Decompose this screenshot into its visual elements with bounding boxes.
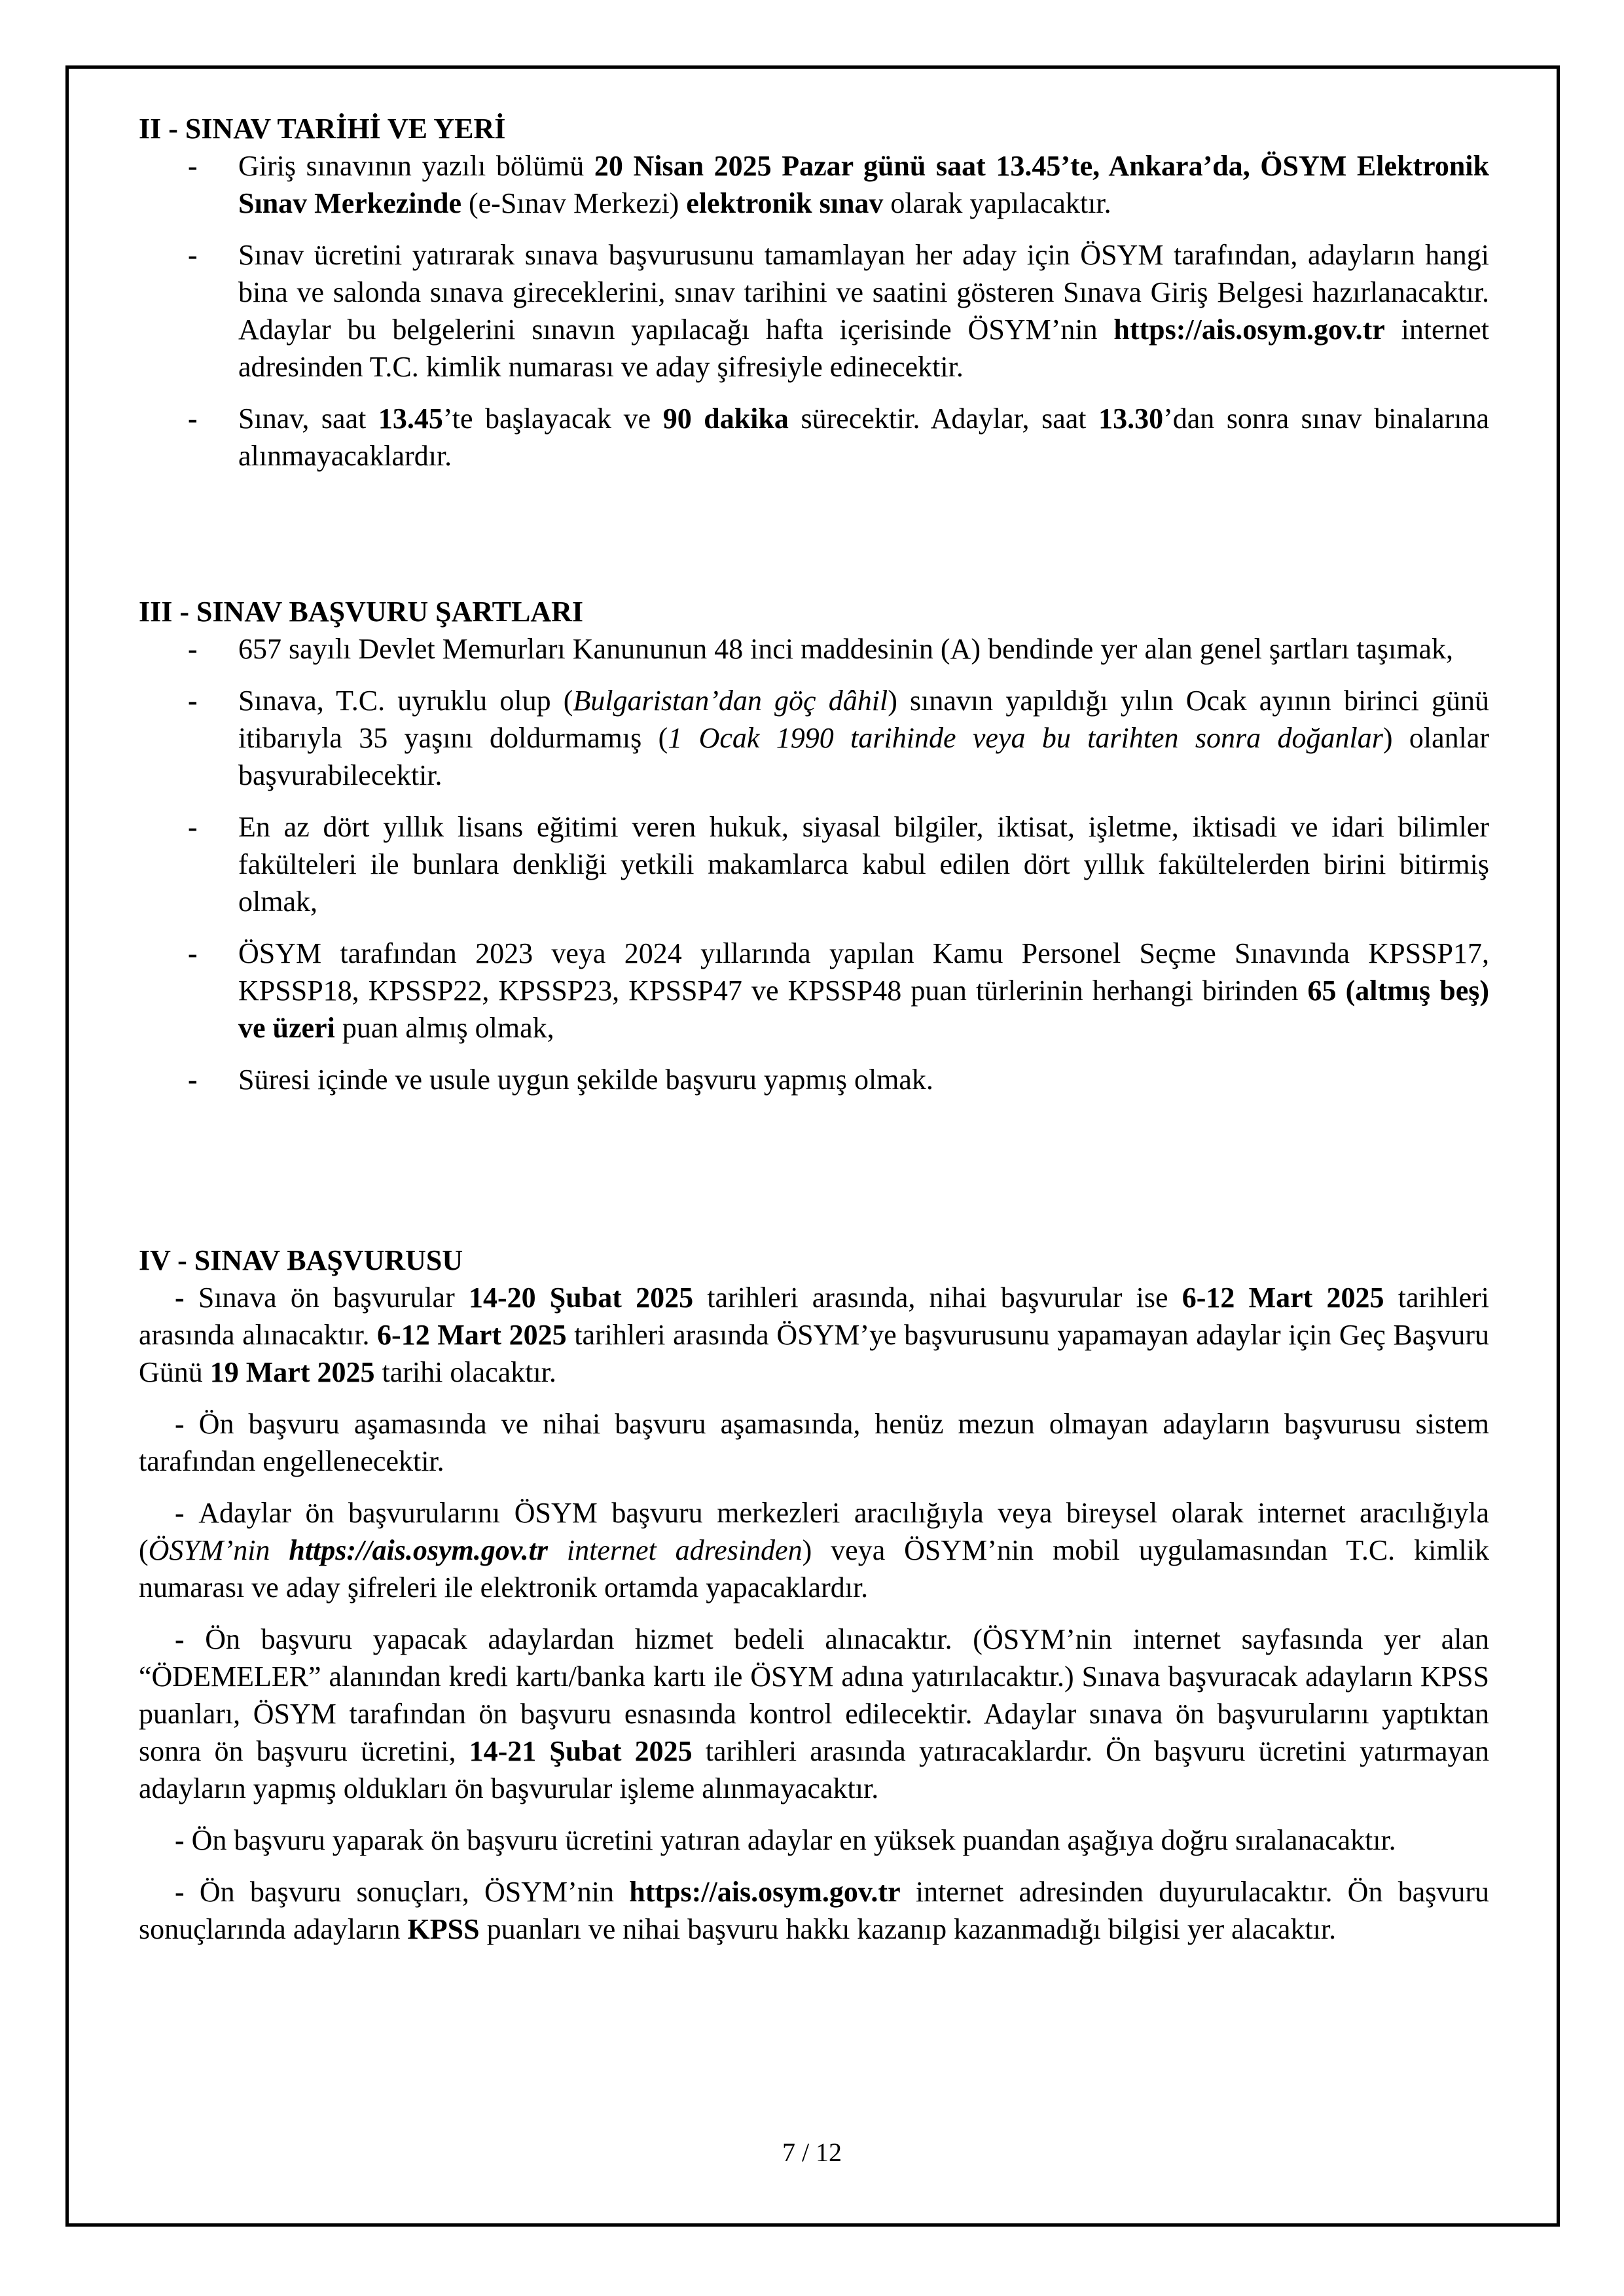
requirements-list bbox=[139, 630, 1489, 1098]
list-item: - Sınav, saat 13.45’te başlayacak ve 90 dakika sürecektir. Adaylar, saat 13.30’dan sonra sınav binalarına alınmayacaklardır. bbox=[139, 400, 1489, 475]
dash-bullet: - bbox=[188, 685, 198, 717]
dash-bullet: - bbox=[188, 150, 198, 182]
section-title-exam-date-place: II - SINAV TARİHİ VE YERİ bbox=[139, 113, 506, 145]
paragraph: - Ön başvuru yaparak ön başvuru ücretini yatıran adaylar en yüksek puandan aşağıya doğru sıralanacaktır. bbox=[175, 1824, 1396, 1856]
list-item: - En az dört yıllık lisans eğitimi veren hukuk, siyasal bilgiler, iktisat, işletme, iktisadi ve idari bilimler fakülteleri ile bunlara denkliği yetkili makamlarca kabul edilen dört yıllık fakültelerden birini bitirmiş olmak, bbox=[139, 808, 1489, 920]
paragraph: - Ön başvuru sonuçları, ÖSYM’nin https://ais.osym.gov.tr internet adresinden duyurulacaktır. Ön başvuru sonuçlarında adayların KPSS puanları ve nihai başvuru hakkı kazanıp kazanmadığı bilgisi yer alacaktır. bbox=[139, 1876, 1489, 1945]
paragraph: - Adaylar ön başvurularını ÖSYM başvuru merkezleri aracılığıyla veya bireysel olarak internet aracılığıyla (ÖSYM’nin https://ais.osym.gov.tr internet adresinden) veya ÖSYM’nin mobil uygulamasından T.C. kimlik numarası ve aday şifreleri ile elektronik ortamda yapacaklardır. bbox=[139, 1497, 1489, 1604]
dash-bullet: - bbox=[188, 239, 198, 271]
dash-bullet: - bbox=[188, 1064, 198, 1096]
list-item: - Sınav ücretini yatırarak sınava başvurusunu tamamlayan her aday için ÖSYM tarafından, adayların hangi bina ve salonda sınava gireceklerini, sınav tarihini ve saatini gösteren Sınava Giriş Belgesi hazırlanacaktır. Adaylar bu belgelerini sınavın yapılacağı hafta içerisinde ÖSYM’nin https://ais.osym.gov.tr internet adresinden T.C. kimlik numarası ve aday şifresiyle edinecektir. bbox=[139, 236, 1489, 386]
paragraph: - Ön başvuru yapacak adaylardan hizmet bedeli alınacaktır. (ÖSYM’nin internet sayfasında yer alan “ÖDEMELER” alanından kredi kartı/banka kartı ile ÖSYM adına yatırılacaktır.) Sınava başvuracak adayların KPSS puanları, ÖSYM tarafından ön başvuru esnasında kontrol edilecektir. Adaylar sınava ön başvurularını yaptıktan sonra ön başvuru ücretini, 14-21 Şubat 2025 tarihleri arasında yatıracaklardır. Ön başvuru ücretini yatırmayan adayların yapmış oldukları ön başvurular işleme alınmayacaktır. bbox=[139, 1623, 1490, 1804]
paragraph: - Ön başvuru aşamasında ve nihai başvuru aşamasında, henüz mezun olmayan adayların başvurusu sistem tarafından engellenecektir. bbox=[139, 1408, 1489, 1477]
list-item: - Giriş sınavının yazılı bölümü 20 Nisan 2025 Pazar günü saat 13.45’te, Ankara’da, ÖSYM Elektronik Sınav Merkezinde (e-Sınav Merkezi) elektronik sınav olarak yapılacaktır. bbox=[139, 147, 1489, 222]
dash-bullet: - bbox=[188, 937, 198, 969]
list-item: - Süresi içinde ve usule uygun şekilde başvuru yapmış olmak. bbox=[139, 1061, 1489, 1098]
dash-bullet: - bbox=[188, 811, 198, 843]
section-exam-application bbox=[139, 1242, 1489, 1948]
section-title-exam-application: IV - SINAV BAŞVURUSU bbox=[139, 1244, 463, 1276]
list-item: - 657 sayılı Devlet Memurları Kanununun 48 inci maddesinin (A) bendinde yer alan genel şartları taşımak, bbox=[139, 630, 1489, 668]
list-item: - ÖSYM tarafından 2023 veya 2024 yıllarında yapılan Kamu Personel Seçme Sınavında KPSSP17, KPSSP18, KPSSP22, KPSSP23, KPSSP47 ve KPSSP48 puan türlerinin herhangi birinden 65 (altmış beş) ve üzeri puan almış olmak, bbox=[139, 935, 1489, 1047]
page-number: 7 / 12 bbox=[782, 2138, 842, 2167]
section-application-requirements bbox=[139, 593, 1489, 1098]
list-item: - Sınava, T.C. uyruklu olup (Bulgaristan’dan göç dâhil) sınavın yapıldığı yılın Ocak ayının birinci günü itibarıyla 35 yaşını doldurmamış (1 Ocak 1990 tarihinde veya bu tarihten sonra doğanlar) olanlar başvurabilecektir. bbox=[139, 682, 1489, 794]
paragraph: - Sınava ön başvurular 14-20 Şubat 2025 tarihleri arasında, nihai başvurular ise 6-12 Mart 2025 tarihleri arasında alınacaktır. 6-12 Mart 2025 tarihleri arasında ÖSYM’ye başvurusunu yapamayan adaylar için Geç Başvuru Günü 19 Mart 2025 tarihi olacaktır. bbox=[139, 1282, 1489, 1388]
dash-bullet: - bbox=[188, 633, 198, 665]
section-exam-date-place bbox=[139, 110, 1489, 475]
section-title-application-requirements: III - SINAV BAŞVURU ŞARTLARI bbox=[139, 596, 584, 628]
link-ais: https://ais.osym.gov.tr bbox=[289, 1534, 548, 1566]
exam-date-list bbox=[139, 147, 1489, 475]
dash-bullet: - bbox=[188, 403, 198, 435]
link-ais: https://ais.osym.gov.tr bbox=[1113, 314, 1385, 346]
link-ais: https://ais.osym.gov.tr bbox=[629, 1876, 901, 1908]
